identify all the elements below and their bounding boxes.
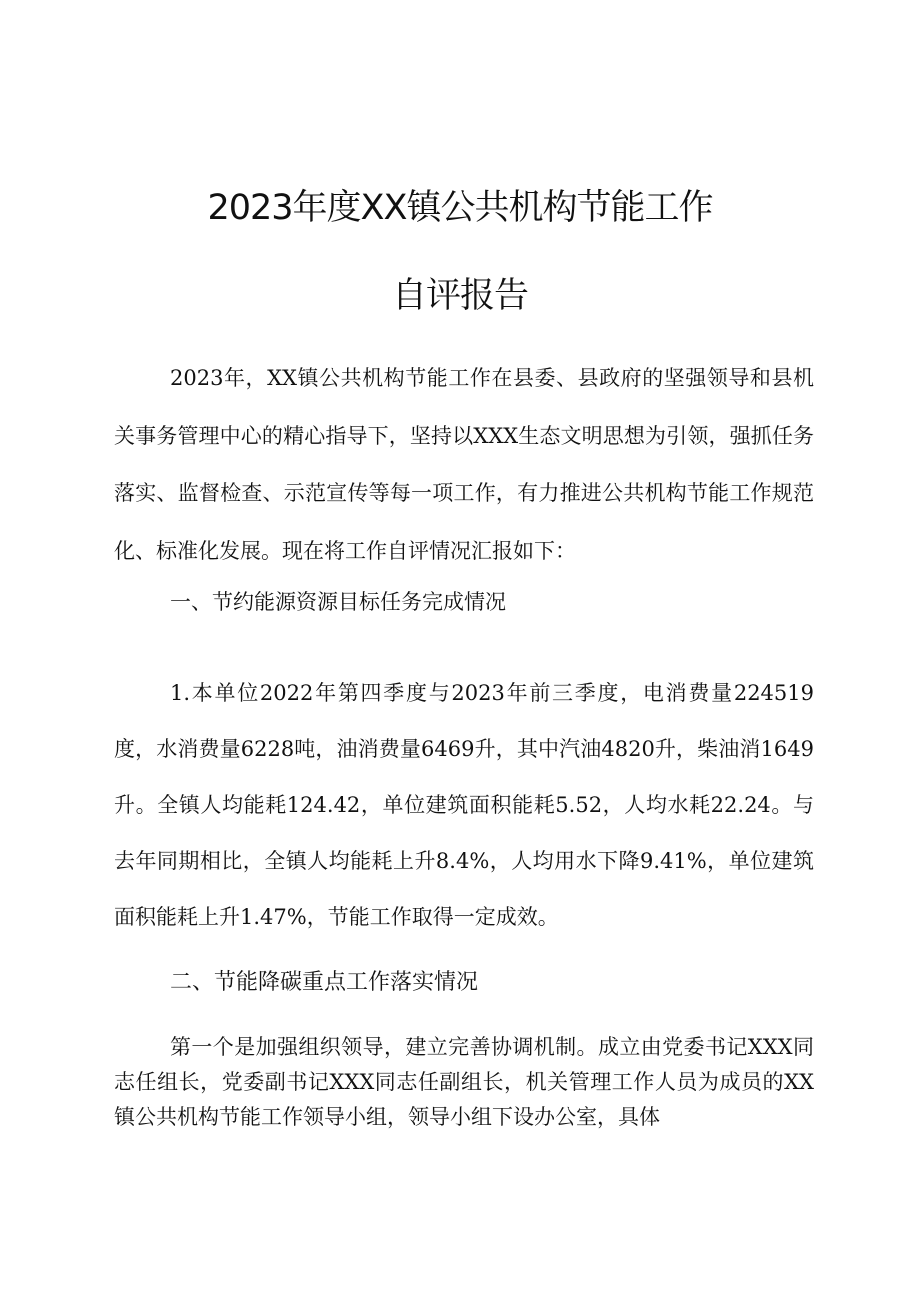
document-title-line-2: 自评报告 [391, 276, 528, 316]
section-1-item-1: 1.本单位2022年第四季度与2023年前三季度，电消费量224519度，水消费量6228吨，油消费量6469升，其中汽油4820升，柴油消1649升。全镇人均能耗124.42，单位建筑面积能耗5.52，人均水耗22.24。与去年同期相比，全镇人均能耗上升8.4%，人均用水下降9.41%，单位建筑面积能耗上升1.47%，节能工作取得一定成效。 [114, 681, 814, 929]
document-title-line-1: 2023年度XX镇公共机构节能工作 [207, 188, 713, 228]
section-2-heading: 二、节能降碳重点工作落实情况 [170, 970, 479, 995]
section-2-paragraph: 第一个是加强组织领导，建立完善协调机制。成立由党委书记XXX同志任组长，党委副书记XXX同志任副组长，机关管理工作人员为成员的XX镇公共机构节能工作领导小组，领导小组下设办公室，具体 [114, 1035, 814, 1129]
intro-paragraph: 2023年，XX镇公共机构节能工作在县委、县政府的坚强领导和县机关事务管理中心的精心指导下，坚持以XXX生态文明思想为引领，强抓任务落实、监督检查、示范宣传等每一项工作，有力推进公共机构节能工作规范化、标准化发展。现在将工作自评情况汇报如下： [114, 366, 814, 563]
section-1-heading: 一、节约能源资源目标任务完成情况 [170, 590, 506, 614]
